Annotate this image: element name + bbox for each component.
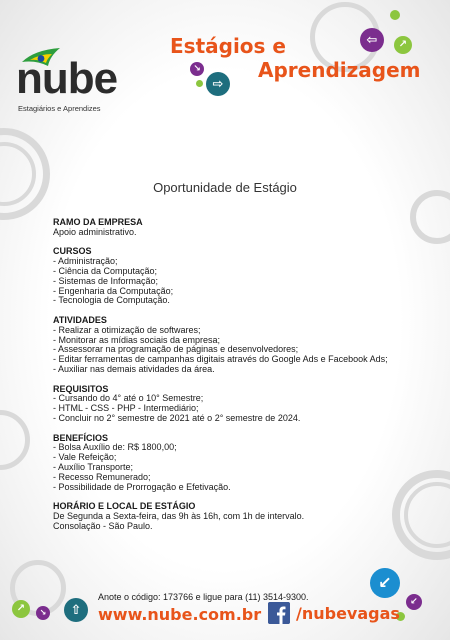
section-line: - Engenharia da Computação; <box>53 285 174 296</box>
section-line: - Bolsa Auxílio de: R$ 1800,00; <box>53 442 177 453</box>
section <box>53 316 393 375</box>
arrow-right-icon: ⇨ <box>206 72 230 96</box>
arrow-down-left-icon: ↙ <box>406 594 422 610</box>
section-line: - Possibilidade de Prorrogação e Efetivação. <box>53 481 231 492</box>
section-title: REQUISITOS <box>53 383 109 394</box>
arrow-up-right-icon: ↗ <box>394 36 412 54</box>
section-line: - Tecnologia de Computação. <box>53 295 170 306</box>
section-line: - Monitorar as mídias sociais da empresa; <box>53 334 221 345</box>
section <box>53 434 393 493</box>
section-title: ATIVIDADES <box>53 314 107 325</box>
arrow-down-left-icon: ↙ <box>370 568 400 598</box>
section-line: - Recesso Remunerado; <box>53 471 151 482</box>
section-line: - Editar ferramentas de campanhas digitais através do Google Ads e Facebook Ads; <box>53 354 388 365</box>
job-details <box>53 218 393 541</box>
headline-line-2: Aprendizagem <box>258 58 421 82</box>
section-title: CURSOS <box>53 246 92 257</box>
section-line: Consolação - São Paulo. <box>53 520 153 531</box>
page-title: Oportunidade de Estágio <box>153 180 297 195</box>
decorative-ring <box>0 410 30 470</box>
section <box>53 247 393 306</box>
headline <box>170 34 421 82</box>
arrow-up-icon: ⇧ <box>64 598 88 622</box>
arrow-up-right-icon: ↗ <box>12 600 30 618</box>
website-link[interactable]: www.nube.com.br <box>98 605 262 624</box>
section-line: - Assessorar na programação de páginas e desenvolvedores; <box>53 344 299 355</box>
section-title: BENEFÍCIOS <box>53 432 109 443</box>
arrow-left-icon: ⇦ <box>360 28 384 52</box>
section-line: Apoio administrativo. <box>53 226 137 237</box>
section-line: - Vale Refeição; <box>53 452 117 463</box>
section-line: - Sistemas de Informação; <box>53 275 159 286</box>
section-line: - Auxiliar nas demais atividades da área. <box>53 363 215 374</box>
arrow-down-right-icon: ↘ <box>190 62 204 76</box>
arrow-down-right-icon: ↘ <box>36 606 50 620</box>
section-line: - Concluir no 2° semestre de 2021 até o 2° semestre de 2024. <box>53 412 301 423</box>
section-line: - Administração; <box>53 256 118 267</box>
section-line: - Ciência da Computação; <box>53 265 158 276</box>
section-line: - HTML - CSS - PHP - Intermediário; <box>53 403 199 414</box>
facebook-icon[interactable] <box>268 602 290 624</box>
section-line: - Auxílio Transporte; <box>53 461 134 472</box>
section <box>53 218 393 238</box>
section-line: - Realizar a otimização de softwares; <box>53 324 201 335</box>
facebook-handle[interactable]: /nubevagas <box>296 604 400 623</box>
contact-note: Anote o código: 173766 e ligue para (11) 3514-9300. <box>98 592 309 602</box>
logo-tagline: Estagiários e Aprendizes <box>18 104 101 113</box>
section-line: De Segunda a Sexta-feira, das 9h às 16h, com 1h de intervalo. <box>53 510 305 521</box>
headline-line-1: Estágios e <box>170 34 286 58</box>
dot-icon <box>390 10 400 20</box>
section <box>53 502 393 531</box>
section-title: RAMO DA EMPRESA <box>53 217 143 227</box>
decorative-ring <box>410 190 450 244</box>
section <box>53 385 393 424</box>
section-title: HORÁRIO E LOCAL DE ESTÁGIO <box>53 501 196 512</box>
logo-wordmark: nube <box>16 54 118 103</box>
section-line: - Cursando do 4° até o 10° Semestre; <box>53 393 204 404</box>
